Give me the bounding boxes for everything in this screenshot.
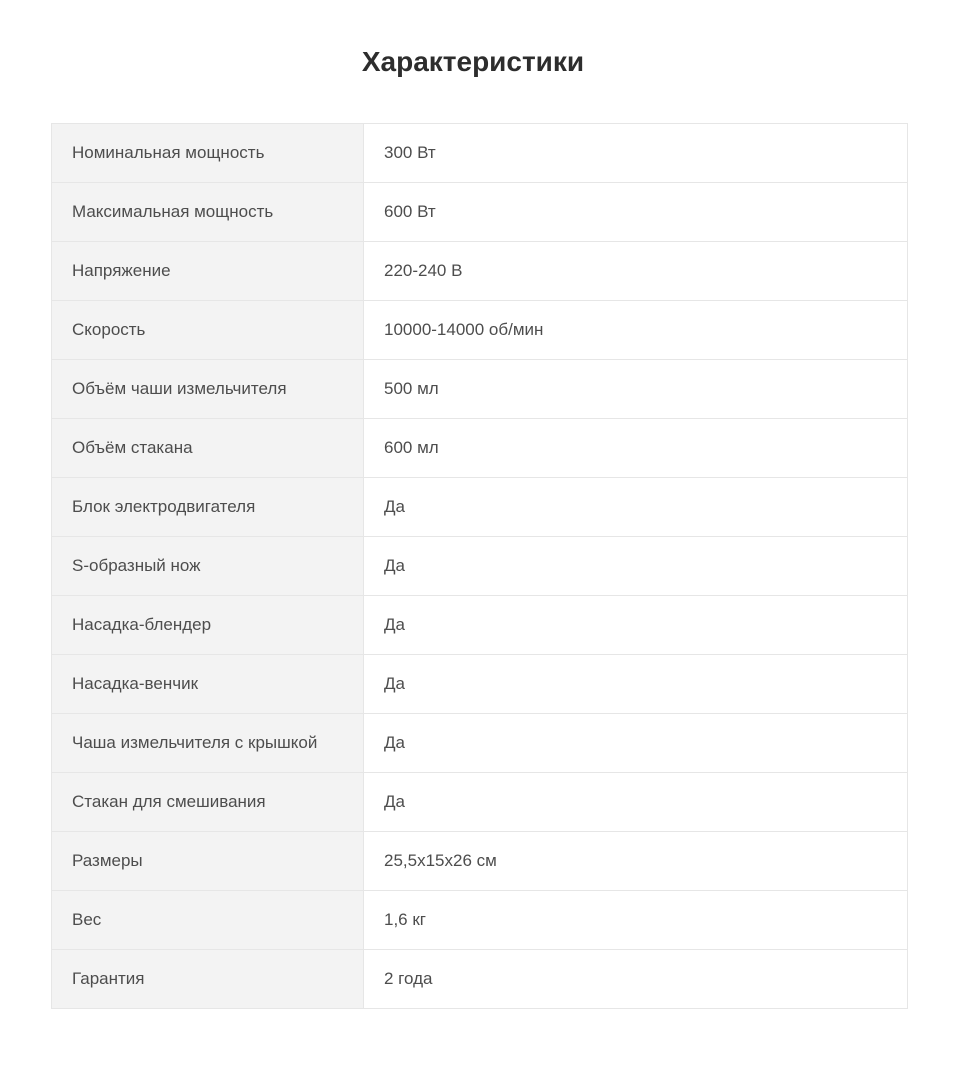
table-row	[52, 950, 908, 1009]
table-row	[52, 655, 908, 714]
table-row	[52, 773, 908, 832]
table-row	[52, 714, 908, 773]
spec-value: 600 мл	[364, 419, 908, 478]
spec-value: Да	[364, 655, 908, 714]
spec-table	[51, 123, 908, 1009]
spec-value: Да	[364, 714, 908, 773]
spec-value: 500 мл	[364, 360, 908, 419]
spec-name: Вес	[52, 891, 364, 950]
spec-name: Размеры	[52, 832, 364, 891]
table-row	[52, 124, 908, 183]
spec-name: Объём чаши измельчителя	[52, 360, 364, 419]
table-row	[52, 360, 908, 419]
spec-name: Насадка-блендер	[52, 596, 364, 655]
spec-name: Блок электродвигателя	[52, 478, 364, 537]
spec-value: Да	[364, 773, 908, 832]
spec-name: Напряжение	[52, 242, 364, 301]
spec-value: 300 Вт	[364, 124, 908, 183]
spec-name: Максимальная мощность	[52, 183, 364, 242]
table-row	[52, 301, 908, 360]
spec-name: Стакан для смешивания	[52, 773, 364, 832]
spec-name: Чаша измельчителя с крышкой	[52, 714, 364, 773]
spec-value: Да	[364, 537, 908, 596]
spec-value: Да	[364, 596, 908, 655]
spec-name: Гарантия	[52, 950, 364, 1009]
spec-value: 220-240 В	[364, 242, 908, 301]
table-row	[52, 478, 908, 537]
spec-name: Объём стакана	[52, 419, 364, 478]
table-row	[52, 537, 908, 596]
spec-name: Насадка-венчик	[52, 655, 364, 714]
spec-value: 10000-14000 об/мин	[364, 301, 908, 360]
spec-name: S-образный нож	[52, 537, 364, 596]
spec-value: Да	[364, 478, 908, 537]
table-row	[52, 596, 908, 655]
spec-name: Скорость	[52, 301, 364, 360]
table-row	[52, 419, 908, 478]
table-row	[52, 832, 908, 891]
spec-value: 600 Вт	[364, 183, 908, 242]
table-row	[52, 183, 908, 242]
spec-value: 1,6 кг	[364, 891, 908, 950]
table-row	[52, 242, 908, 301]
page-title: Характеристики	[361, 46, 585, 77]
table-row	[52, 891, 908, 950]
spec-name: Номинальная мощность	[52, 124, 364, 183]
spec-value: 2 года	[364, 950, 908, 1009]
spec-value: 25,5x15x26 см	[364, 832, 908, 891]
